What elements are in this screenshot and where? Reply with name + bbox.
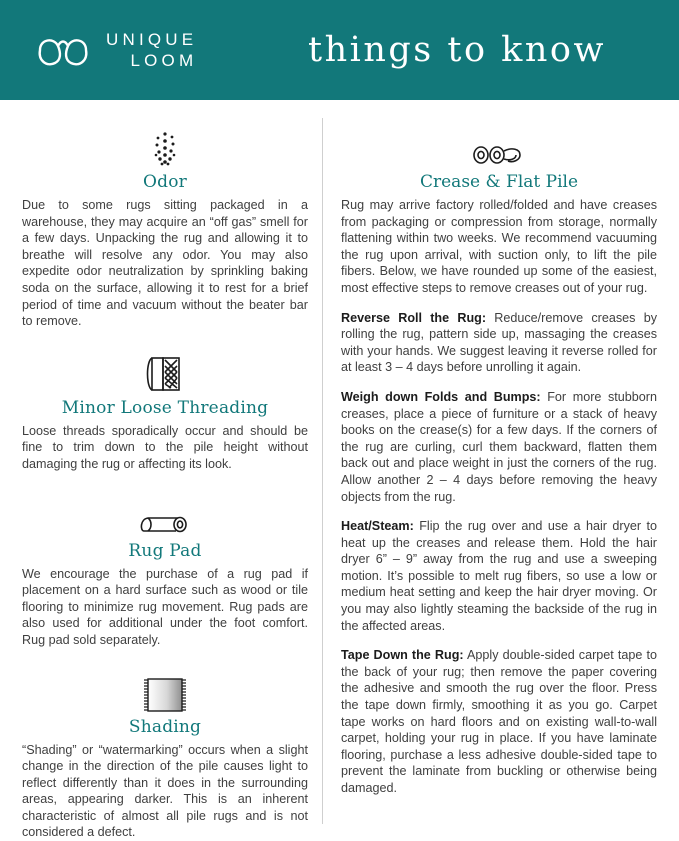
paragraph-lead: Weigh down Folds and Bumps: [341, 390, 541, 404]
rolled-carpet-icon [341, 118, 657, 170]
section-title: Shading [22, 717, 308, 737]
shaded-rug-icon [22, 663, 308, 715]
section-body: We encourage the purchase of a rug pad if placement on a hard surface such as wood or tile flooring to minimize rug movement. Rug pads are also used for additional under the foot comfort. Rug pad sold separately. [22, 566, 308, 649]
loose-thread-rug-icon [22, 344, 308, 396]
page-header [0, 0, 679, 100]
crease-flat-pile-title: Crease & Flat Pile [341, 172, 657, 192]
infinity-loom-logo-icon [34, 30, 92, 70]
section-minor-loose-threading [22, 344, 308, 473]
weigh-down-paragraph [341, 389, 657, 505]
paragraph-lead: Tape Down the Rug: [341, 648, 464, 662]
section-body: Due to some rugs sitting packaged in a warehouse, they may acquire an “off gas” smell for a few days. Unpacking the rug and allowing it to breathe will resolve any odor. You may also expedite odor neutralization by sprinkling baking soda on the surface, allowing it to rest for a brief period of time and vacuum without the beater bar to remove. [22, 197, 308, 330]
paragraph-text: Flip the rug over and use a hair dryer to heat up the creases and release them. Hold the hair dryer 6” – 9” away from the rug and use a sweeping motion. It’s possible to melt rug fibers, so use a low or medium heat setting and keep the hair dryer moving. Or you may also lightly steaming the backside of the rug in the affected areas. [341, 519, 657, 633]
section-body: “Shading” or “watermarking” occurs when a slight change in the direction of the pile causes light to reflect differently than it does in the surrounding areas, appearing darker. This is an inherent characteristic of almost all pile rugs and is not considered a defect. [22, 742, 308, 841]
paragraph-lead: Heat/Steam: [341, 519, 414, 533]
brand-logo [34, 29, 279, 71]
section-title: Odor [22, 172, 308, 192]
reverse-roll-paragraph [341, 310, 657, 376]
section-rug-pad [22, 487, 308, 649]
paragraph-text: For more stubborn creases, place a piece of furniture or a stack of heavy books on the crease(s) for a few days. If the corners of the rug are curling, curl them backward, flatten them back out and place weight in just the corners of the rug. Allow another 2 – 4 days before removing the heavy objects from the rug. [341, 390, 657, 504]
rolled-rug-pad-icon [22, 487, 308, 539]
right-column [337, 118, 657, 824]
left-column [22, 118, 322, 824]
paragraph-text: Apply double-sided carpet tape to the back of your rug; then remove the paper covering the adhesive and smooth the rug over the floor. Press the tape down firmly, smoothing it as you go. Carpet tape works on hard floors and on existing wall-to-wall carpet, holding your rug in place. If you have laminate flooring, purchase a less adhesive double-sided tape to prevent the laminate from buckling or otherwise being damaged. [341, 648, 657, 795]
page-title: things to know [279, 30, 645, 70]
content-area [0, 100, 679, 824]
section-title: Minor Loose Threading [22, 398, 308, 418]
brand-line-2: LOOM [106, 50, 197, 71]
brand-line-1: UNIQUE [106, 29, 197, 50]
dots-scatter-icon [22, 118, 308, 170]
section-shading [22, 663, 308, 841]
paragraph-lead: Reverse Roll the Rug: [341, 311, 486, 325]
section-body: Loose threads sporadically occur and should be fine to trim down to the pile height without damaging the rug or affecting its look. [22, 423, 308, 473]
tape-down-paragraph [341, 647, 657, 796]
brand-wordmark [106, 29, 197, 71]
column-divider [322, 118, 323, 824]
section-title: Rug Pad [22, 541, 308, 561]
section-odor [22, 118, 308, 330]
crease-intro-paragraph: Rug may arrive factory rolled/folded and have creases from packaging or compression from storage, normally flattening within two weeks. We recommend vacuuming the rug upon arrival, with suction only, to lift the pile fibers. Below, we have rounded up some of the easiest, most effective steps to remove creases out of your rug. [341, 197, 657, 297]
heat-steam-paragraph [341, 518, 657, 634]
paragraph-text: Reduce/remove creases by rolling the rug, pattern side up, massaging the creases with your hands. We suggest leaving it reverse rolled for at least 3 – 4 days before unrolling it again. [341, 311, 657, 375]
